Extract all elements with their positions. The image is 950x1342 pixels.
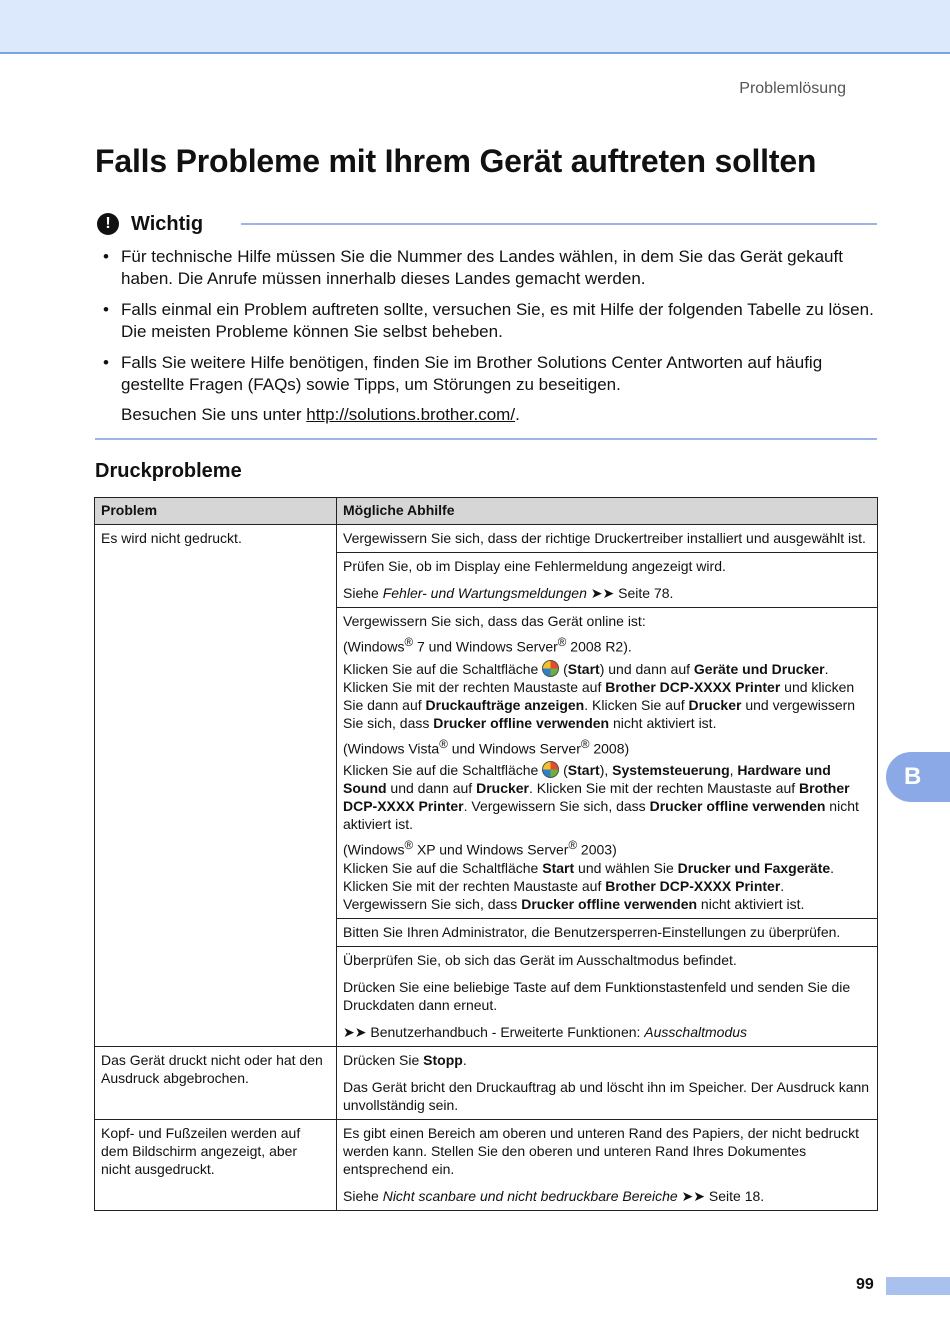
list-item-text: Für technische Hilfe müssen Sie die Nummer des Landes wählen, in dem Sie das Gerät gekauft haben. Die Anrufe müssen innerhalb dieses Landes gemacht werden. (121, 247, 843, 288)
page-number: 99 (856, 1276, 874, 1293)
arrow-icon: ➤➤ (586, 585, 619, 601)
exclamation-icon: ! (97, 213, 119, 235)
list-item-text: Falls einmal ein Problem auftreten sollte, versuchen Sie, es mit Hilfe der folgenden Tabelle zu lösen. Die meisten Probleme können Sie selbst beheben. (121, 300, 874, 341)
remedy-cell (337, 1046, 878, 1119)
important-box (95, 210, 877, 440)
bullet: • (103, 353, 109, 372)
arrow-icon: ➤➤ (343, 1023, 371, 1040)
list-item (95, 246, 877, 290)
os-label: (Windows Vista® und Windows Server® 2008) (343, 737, 630, 757)
divider (241, 223, 877, 225)
remedy-text: Drücken Sie eine beliebige Taste auf dem Funktionstastenfeld und senden Sie die Druckdaten dann erneut. (343, 978, 851, 1013)
remedy-text: Klicken Sie auf die Schaltfläche Start und wählen Sie Drucker und Faxgeräte. Klicken Sie mit der rechten Maustaste auf Brother DCP-XXXX Printer. Vergewissern Sie sich, dass Drucker offline verwenden nicht aktiviert ist. (343, 859, 835, 912)
os-label: (Windows® XP und Windows Server® 2003) (343, 839, 617, 858)
important-label: Wichtig (131, 212, 204, 235)
chapter-tab: B (886, 752, 950, 802)
windows-start-icon (542, 660, 559, 677)
header-band (0, 0, 950, 54)
problem-cell: Das Gerät druckt nicht oder hat den Ausdruck abgebrochen. (95, 1046, 337, 1119)
remedy-text: Überprüfen Sie, ob sich das Gerät im Ausschaltmodus befindet. (343, 951, 737, 968)
visit-prefix: Besuchen Sie uns unter (121, 405, 307, 424)
problem-cell: Es wird nicht gedruckt. (95, 525, 337, 1047)
cross-reference: Ausschaltmodus (644, 1023, 748, 1040)
visit-suffix: . (515, 405, 520, 424)
important-list (95, 246, 877, 396)
table-row (95, 1119, 878, 1210)
remedy-text: Es gibt einen Bereich am oberen und unteren Rand des Papiers, der nicht bedruckt werden kann. Stellen Sie den oberen und unteren Rand Ihres Dokumentes entsprechend ein. (343, 1124, 859, 1177)
cross-reference: Fehler- und Wartungsmeldungen (382, 585, 587, 601)
remedy-cell (337, 918, 878, 946)
divider (95, 438, 877, 440)
important-header (95, 210, 877, 238)
page-number-bar (886, 1277, 950, 1295)
remedy-text: Drücken Sie Stopp. (343, 1051, 467, 1068)
table-header-row (95, 498, 878, 525)
solutions-link[interactable]: http://solutions.brother.com/ (306, 405, 516, 424)
bullet: • (103, 300, 109, 319)
cross-reference: Nicht scanbare und nicht bedruckbare Bereiche (382, 1187, 678, 1204)
remedy-text: Das Gerät bricht den Druckauftrag ab und löscht ihn im Speicher. Der Ausdruck kann unvollständig sein. (343, 1078, 870, 1113)
column-header-problem: Problem (95, 498, 337, 525)
windows-start-icon (542, 761, 559, 778)
remedy-text: Klicken Sie auf die Schaltfläche (Start) und dann auf Geräte und Drucker. Klicken Sie mit der rechten Maustaste auf Brother DCP-XXXX Printer und klicken Sie dann auf Druckaufträge anzeigen. Klicken Sie auf Drucker und vergewissern Sie sich, dass Drucker offline verwenden nicht aktiviert ist. (343, 660, 856, 731)
remedy-text: Vergewissern Sie sich, dass das Gerät online ist: (343, 613, 646, 629)
remedy-text: Vergewissern Sie sich, dass der richtige Druckertreiber installiert und ausgewählt ist. (343, 530, 866, 546)
os-label: (Windows® 7 und Windows Server® 2008 R2). (343, 636, 632, 655)
troubleshooting-table (94, 497, 878, 1211)
remedy-cell (337, 553, 878, 608)
remedy-text: Klicken Sie auf die Schaltfläche (Start), Systemsteuerung, Hardware und Sound und dann auf Drucker. Klicken Sie mit der rechten Maustaste auf Brother DCP-XXXX Printer. Vergewissern Sie sich, dass Drucker offline verwenden nicht aktiviert ist. (343, 762, 859, 833)
remedy-cell (337, 608, 878, 919)
remedy-text: Bitten Sie Ihren Administrator, die Benutzersperren-Einstellungen zu überprüfen. (343, 923, 841, 940)
arrow-icon: ➤➤ (677, 1187, 709, 1204)
remedy-text: Prüfen Sie, ob im Display eine Fehlermeldung angezeigt wird. (343, 558, 726, 574)
remedy-cell (337, 525, 878, 553)
remedy-text: Siehe Nicht scanbare und nicht bedruckbare Bereiche ➤➤ Seite 18. (343, 1187, 765, 1204)
table-row (95, 525, 878, 553)
remedy-text: ➤➤ Benutzerhandbuch - Erweiterte Funktionen: Ausschaltmodus (343, 1023, 748, 1040)
visit-line (95, 404, 877, 426)
problem-cell: Kopf- und Fußzeilen werden auf dem Bildschirm angezeigt, aber nicht ausgedruckt. (95, 1119, 337, 1210)
bullet: • (103, 247, 109, 266)
section-label: Problemlösung (739, 80, 846, 97)
page-title: Falls Probleme mit Ihrem Gerät auftreten sollten (95, 143, 817, 179)
section-heading: Druckprobleme (95, 460, 242, 482)
list-item (95, 299, 877, 343)
list-item (95, 352, 877, 396)
list-item-text: Falls Sie weitere Hilfe benötigen, finden Sie im Brother Solutions Center Antworten auf häufig gestellte Fragen (FAQs) sowie Tipps, um Störungen zu beseitigen. (121, 353, 823, 394)
table-row (95, 1046, 878, 1119)
remedy-cell (337, 946, 878, 1046)
column-header-remedy: Mögliche Abhilfe (337, 498, 878, 525)
remedy-cell (337, 1119, 878, 1210)
remedy-text: Siehe Fehler- und Wartungsmeldungen ➤➤ Seite 78. (343, 585, 674, 601)
